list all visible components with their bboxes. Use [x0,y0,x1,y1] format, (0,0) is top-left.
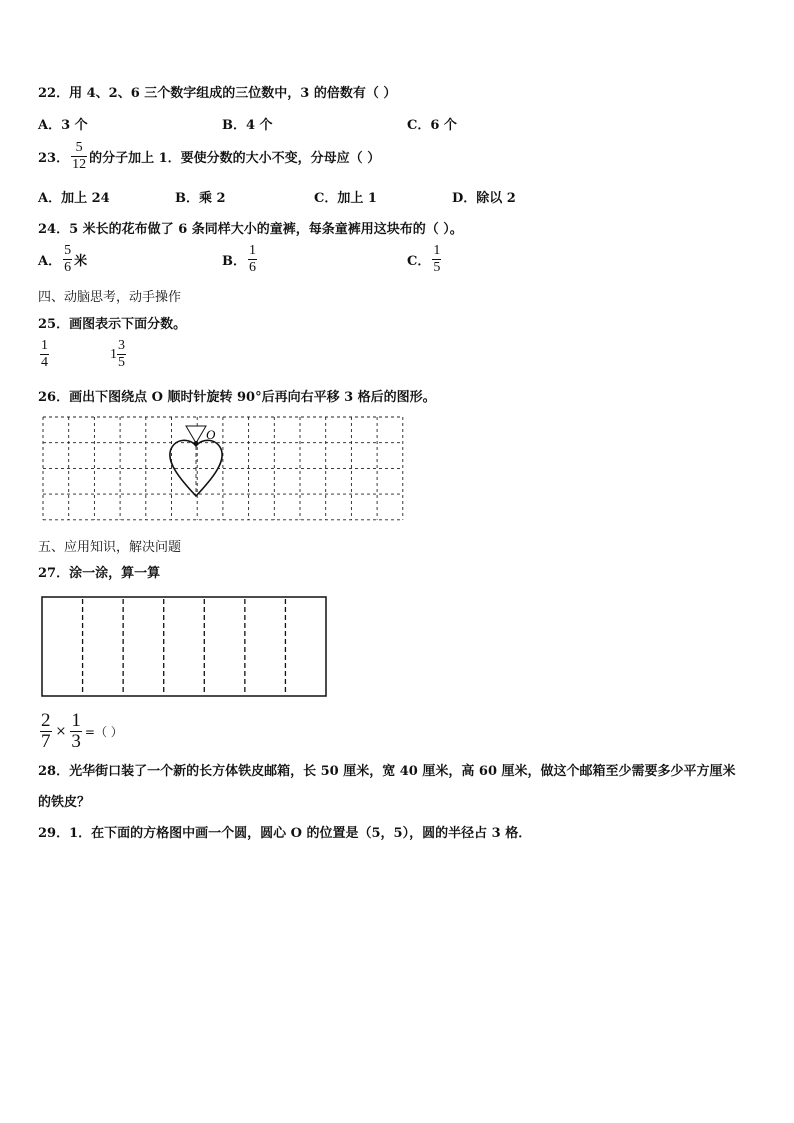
question-22-stem: 22．用 4、2、6 三个数字组成的三位数中，3 的倍数有（ ） [38,86,397,101]
option-label: B． [222,254,246,269]
q23-option-d: D．除以 2 [452,191,516,206]
fraction-denominator: 4 [41,355,48,370]
question-28-line-1: 28．光华街口装了一个新的长方体铁皮邮箱，长 50 厘米，宽 40 厘米，高 60 厘米，做这个邮箱至少需要多少平方厘米 [38,764,736,779]
question-28-line-2: 的铁皮？ [38,795,91,810]
section-4-heading: 四、动脑思考，动手操作 [38,290,182,305]
question-25-stem: 25．画图表示下面分数。 [38,317,187,332]
q22-option-c: C．6 个 [407,118,457,133]
fraction-denominator: 7 [41,731,51,752]
shading-rectangle [42,597,326,696]
fraction-numerator: 5 [75,140,83,155]
fraction-numerator: 5 [64,243,72,258]
fraction-numerator: 1 [41,338,48,353]
option-unit: 米 [74,254,88,269]
fraction-denominator: 3 [71,731,81,752]
q23-stem-rest: 的分子加上 1．要使分数的大小不变，分母应（ ） [89,151,381,166]
q27-expression [38,711,123,752]
point-o-label: O [206,427,216,442]
fraction-denominator: 6 [64,260,72,275]
question-24-stem: 24．5 米长的花布做了 6 条同样大小的童裤，每条童裤用这块布的（ ）。 [38,222,463,237]
q22-option-a: A．3 个 [38,118,88,133]
fraction-numerator: 1 [71,710,81,731]
multiply-sign: × [55,724,67,739]
mixed-whole: 1 [110,346,117,362]
fraction-denominator: 6 [249,260,256,275]
q23-option-b: B．乘 2 [175,191,226,206]
fraction-numerator: 2 [41,710,51,731]
question-26-stem: 26．画出下图绕点 O 顺时针旋转 90°后再向右平移 3 格后的图形。 [38,390,436,405]
fraction-numerator: 1 [433,243,441,258]
fraction-denominator: 5 [433,260,441,275]
fraction-numerator: 3 [118,338,125,353]
q23-option-c: C．加上 1 [314,191,377,206]
question-27-stem: 27．涂一涂，算一算 [38,566,161,581]
q22-option-b: B．4 个 [222,118,273,133]
option-label: C． [407,254,431,269]
q23-option-a: A．加上 24 [38,191,110,206]
option-label: A． [38,254,62,269]
fraction-b [70,711,82,752]
section-5-heading: 五、应用知识，解决问题 [38,540,182,555]
fraction-numerator: 1 [249,243,256,258]
fraction-a [40,711,52,752]
fraction-denominator: 5 [118,355,125,370]
rectangle-dividers [83,599,286,694]
question-29-stem: 29．1．在下面的方格图中画一个圆，圆心 O 的位置是（5，5），圆的半径占 3 格． [38,826,532,841]
fraction-denominator: 12 [72,157,87,172]
answer-blank: =（ ） [84,725,123,739]
q23-number: 23． [38,151,70,166]
